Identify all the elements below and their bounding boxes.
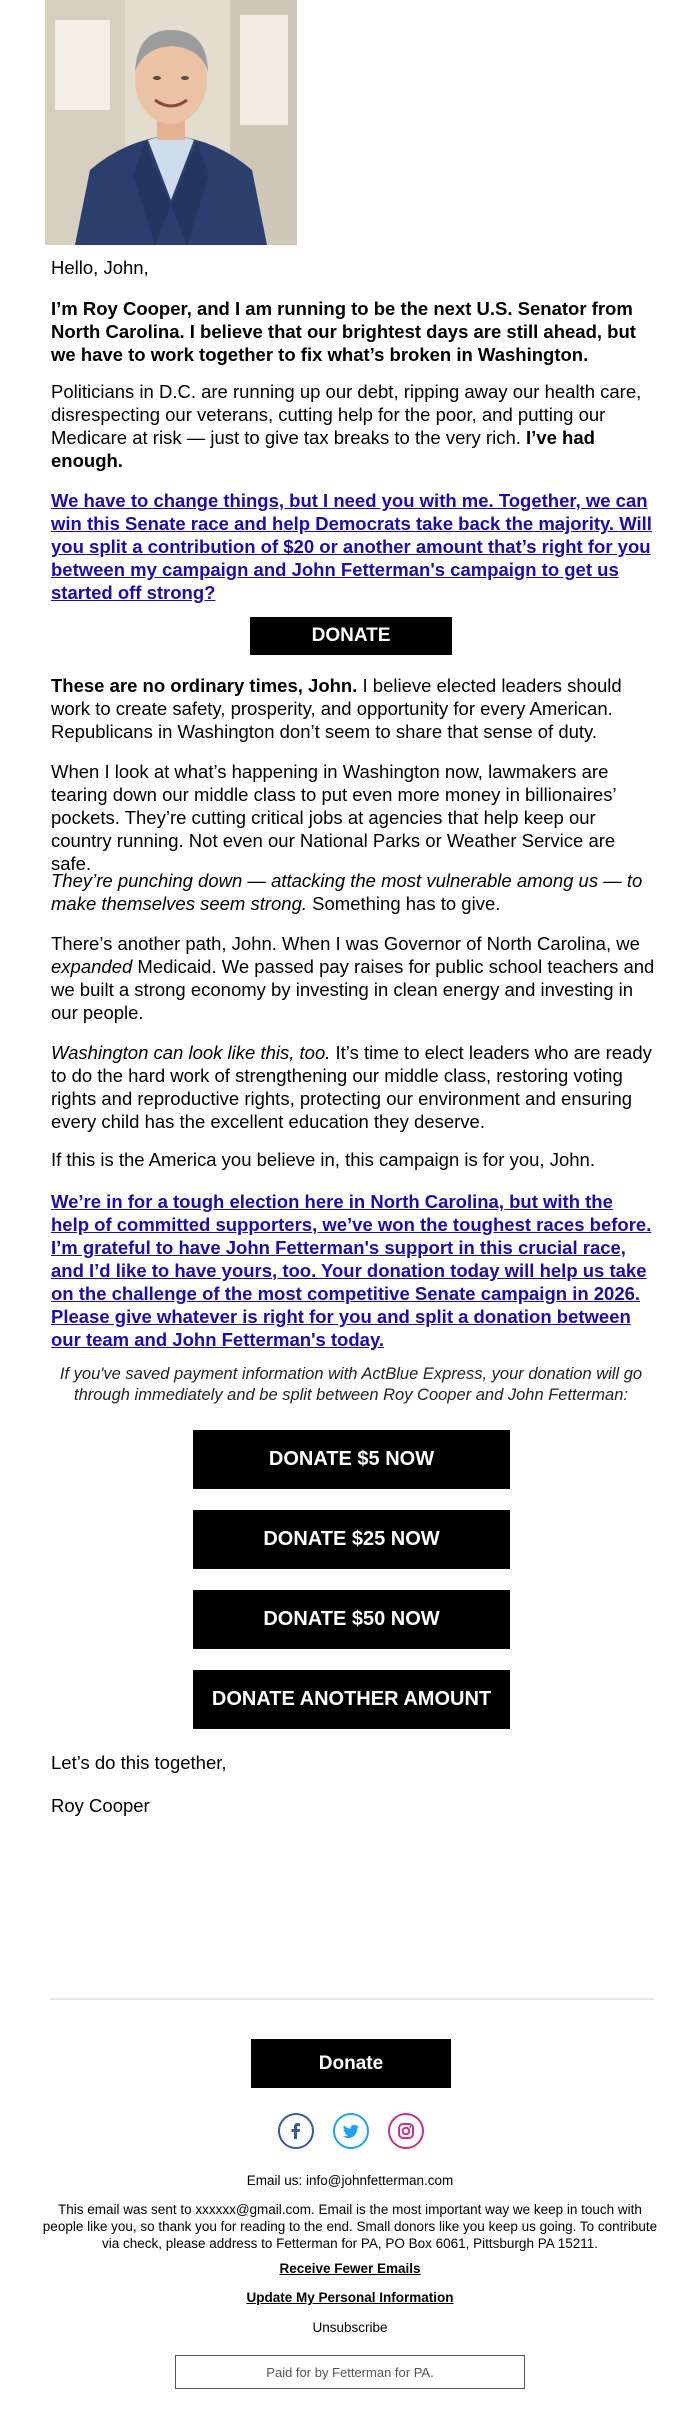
politicians-text: Politicians in D.C. are running up our debt, ripping away our health care, disrespecting our veterans, cutting help for the poor, and putting our Medicare at risk — just to give tax breaks to the very rich. (51, 381, 642, 448)
punching-text: Something has to give. (312, 893, 501, 914)
paid-for-disclaimer: Paid for by Fetterman for PA. (175, 2355, 525, 2389)
punching-italic: They’re punching down — attacking the most vulnerable among us — to make themselves seem strong. (51, 870, 643, 914)
donate-5-button[interactable]: DONATE $5 NOW (193, 1430, 510, 1489)
actblue-express-note: If you've saved payment information with ActBlue Express, your donation will go through immediately and be split between Roy Cooper and John Fetterman: (59, 1365, 643, 1404)
path-italic: expanded (51, 956, 133, 977)
receive-fewer-label: Receive Fewer Emails (279, 2261, 421, 2276)
facebook-icon[interactable] (278, 2113, 314, 2149)
footer-sent-note: This email was sent to xxxxxx@gmail.com. Email is the most important way we keep in touch with people like you, so thank you for reading to the end. Small donors like you keep us going. To contribute via check, please address to Fetterman for PA, PO Box 6061, Pittsburgh PA 15211. (42, 2202, 658, 2251)
america-paragraph: If this is the America you believe in, this campaign is for you, John. (51, 1149, 595, 1170)
closing-line: Let’s do this together, (51, 1752, 227, 1773)
donation-ask-link-2[interactable]: We’re in for a tough election here in North Carolina, but with the help of committed supporters, we’ve won the toughest races before. I’m grateful to have John Fetterman's support in this crucial race, and I’d like to have yours, too. Your donation today will help us take on the challenge of the most competitive Senate campaign in 2026. Please give whatever is right for you and split a donation between our team and John Fetterman's today. (51, 1191, 652, 1350)
instagram-glyph (396, 2121, 416, 2141)
ordinary-times-paragraph (51, 674, 655, 743)
donate-another-amount-button[interactable]: DONATE ANOTHER AMOUNT (193, 1670, 510, 1729)
path-before: There’s another path, John. When I was Governor of North Carolina, we (51, 933, 640, 954)
intro-paragraph: I’m Roy Cooper, and I am running to be the next U.S. Senator from North Carolina. I believe that our brightest days are still ahead, but we have to work together to fix what’s broken in Washington. (51, 298, 636, 365)
candidate-photo (45, 0, 297, 245)
footer-donate-button[interactable]: Donate (251, 2039, 451, 2088)
ask-paragraph-2 (51, 1190, 655, 1351)
donate-50-button[interactable]: DONATE $50 NOW (193, 1590, 510, 1649)
politicians-paragraph (51, 380, 655, 472)
twitter-glyph (341, 2121, 361, 2141)
receive-fewer-emails-link[interactable] (40, 2261, 660, 2276)
ordinary-text: I believe elected leaders should work to create safety, prosperity, and opportunity for every American. Republicans in Washington don’t seem to share that sense of duty. (51, 675, 622, 742)
punching-down-paragraph (51, 869, 655, 915)
footer-email-line: Email us: info@johnfetterman.com (246, 2173, 454, 2188)
twitter-icon[interactable] (333, 2113, 369, 2149)
signature: Roy Cooper (51, 1795, 150, 1816)
washington-text: It’s time to elect leaders who are ready to do the hard work of strengthening our middle class, restoring voting rights and reproductive rights, protecting our environment and ensuring every child has the excellent education they deserve. (51, 1042, 652, 1132)
donation-ask-link-1[interactable]: We have to change things, but I need you with me. Together, we can win this Senate race and help Democrats take back the majority. Will you split a contribution of $20 or another amount that’s right for you between my campaign and John Fetterman's campaign to get us started off strong? (51, 490, 652, 603)
update-info-label: Update My Personal Information (246, 2290, 454, 2305)
ask-paragraph-1 (51, 489, 655, 604)
politicians-bold: I’ve had enough. (51, 427, 595, 471)
facebook-glyph (286, 2121, 306, 2141)
greeting: Hello, John, (51, 257, 149, 278)
footer-divider (50, 1998, 654, 2000)
path-after: Medicaid. We passed pay raises for public school teachers and we built a strong economy by investing in clean energy and investing in our people. (51, 956, 655, 1023)
update-info-link[interactable] (40, 2290, 660, 2305)
donate-button[interactable]: DONATE (250, 617, 452, 655)
another-path-paragraph (51, 932, 655, 1024)
candidate-portrait-illustration (45, 0, 297, 245)
washington-paragraph (51, 1041, 655, 1133)
washington-italic: Washington can look like this, too. (51, 1042, 331, 1063)
donate-25-button[interactable]: DONATE $25 NOW (193, 1510, 510, 1569)
instagram-icon[interactable] (388, 2113, 424, 2149)
tearing-down-paragraph: When I look at what’s happening in Washington now, lawmakers are tearing down our middle class to put even more money in billionaires’ pockets. They’re cutting critical jobs at agencies that help keep our country running. Not even our National Parks or Weather Service are safe. (51, 761, 616, 874)
ordinary-bold: These are no ordinary times, John. (51, 675, 358, 696)
unsubscribe-link[interactable]: Unsubscribe (312, 2320, 388, 2335)
